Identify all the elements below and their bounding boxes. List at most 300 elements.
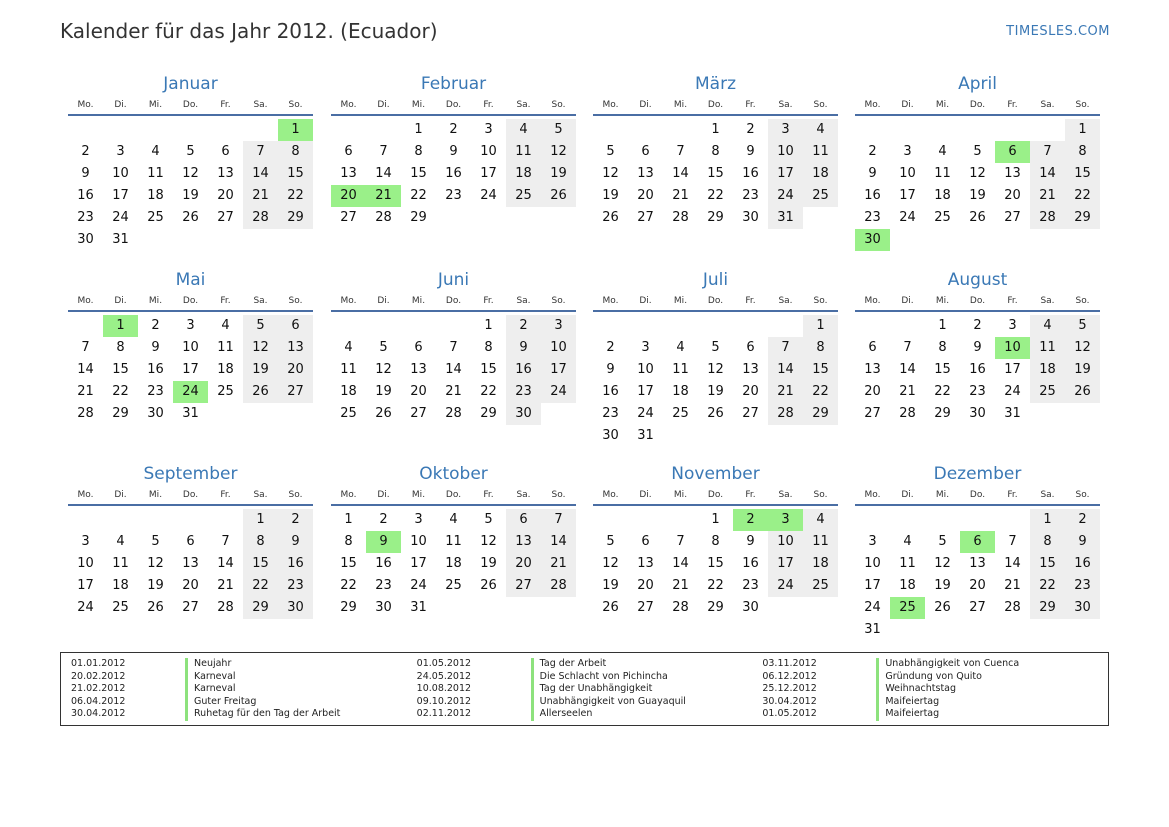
weekday-label: Di. [901, 490, 914, 500]
week-row [855, 207, 1100, 229]
empty-cell [243, 403, 278, 425]
weekday-label: So. [1075, 100, 1090, 110]
weekday-label: Mi. [673, 490, 688, 500]
day-cell: 13 [742, 362, 759, 377]
day-cell: 19 [480, 556, 497, 571]
week-row [68, 575, 313, 597]
legend-row [71, 696, 417, 709]
weekday-label: Fr. [220, 490, 231, 500]
day-cell: 5 [606, 534, 615, 549]
day-cell: 29 [112, 406, 129, 421]
day-cell: 5 [186, 144, 195, 159]
empty-cell [506, 597, 541, 619]
empty-cell [855, 509, 890, 531]
legend-date: 30.04.2012 [71, 708, 126, 719]
weekday-label: So. [288, 100, 303, 110]
week-row [68, 509, 313, 531]
empty-cell [960, 619, 995, 641]
empty-cell [1030, 403, 1065, 425]
day-cell: 11 [340, 362, 357, 377]
day-cell: 16 [602, 384, 619, 399]
week-row [331, 553, 576, 575]
day-cell: 29 [410, 210, 427, 225]
holiday-marker [876, 696, 879, 709]
week-row [593, 207, 838, 229]
day-cell: 22 [803, 381, 838, 403]
month-block [593, 73, 838, 229]
day-cell: 24 [768, 575, 803, 597]
day-cell: 9 [81, 166, 90, 181]
month-name: September [143, 464, 238, 484]
day-cell: 7 [81, 340, 90, 355]
day-cell: 18 [112, 578, 129, 593]
week-row [68, 315, 313, 337]
day-cell: 23 [77, 210, 94, 225]
day-cell: 9 [973, 340, 982, 355]
empty-cell [890, 119, 925, 141]
day-cell: 23 [742, 578, 759, 593]
day-cell: 24 [410, 578, 427, 593]
day-cell: 21 [899, 384, 916, 399]
legend-column [71, 658, 417, 725]
weekday-label: Mo. [340, 296, 357, 306]
day-cell: 25 [112, 600, 129, 615]
day-cell: 4 [676, 340, 685, 355]
day-cell: 19 [1065, 359, 1100, 381]
day-cell: 28 [217, 600, 234, 615]
weekday-label: Sa. [516, 296, 531, 306]
day-cell: 4 [803, 119, 838, 141]
holiday-marker [185, 658, 188, 671]
legend-row [762, 671, 1108, 684]
empty-cell [103, 119, 138, 141]
day-cell: 23 [445, 188, 462, 203]
empty-cell [541, 403, 576, 425]
day-cell: 13 [637, 166, 654, 181]
day-cell: 11 [672, 362, 689, 377]
empty-cell [208, 403, 243, 425]
week-row [855, 509, 1100, 531]
day-cell: 3 [186, 318, 195, 333]
day-cell: 6 [186, 534, 195, 549]
weekday-label: Mi. [148, 490, 163, 500]
weekday-header [331, 98, 576, 116]
day-cell: 2 [449, 122, 458, 137]
day-cell: 30 [855, 229, 890, 251]
day-cell: 5 [541, 119, 576, 141]
day-cell: 30 [506, 403, 541, 425]
day-cell: 20 [1004, 188, 1021, 203]
day-cell: 8 [243, 531, 278, 553]
legend-holiday-name: Maifeiertag [885, 695, 940, 707]
day-cell: 8 [711, 534, 720, 549]
week-row [855, 141, 1100, 163]
week-row [593, 531, 838, 553]
legend-holiday-name: Unabhängigkeit von Guayaquil [539, 695, 686, 707]
day-cell: 25 [672, 406, 689, 421]
day-cell: 2 [868, 144, 877, 159]
legend-date: 06.04.2012 [71, 695, 126, 707]
month-name: Mai [175, 270, 206, 290]
weekday-label: So. [288, 296, 303, 306]
day-cell: 17 [899, 188, 916, 203]
week-row [331, 597, 576, 619]
day-cell: 6 [278, 315, 313, 337]
weekday-label: Di. [639, 490, 652, 500]
day-cell: 25 [890, 597, 925, 619]
empty-cell [803, 425, 838, 447]
day-cell: 2 [379, 512, 388, 527]
week-row [593, 337, 838, 359]
day-cell: 12 [934, 556, 951, 571]
empty-cell [890, 509, 925, 531]
day-cell: 10 [112, 166, 129, 181]
day-cell: 22 [707, 578, 724, 593]
weekday-label: Sa. [1040, 296, 1055, 306]
legend-row [762, 683, 1108, 696]
day-cell: 1 [344, 512, 353, 527]
day-cell: 4 [449, 512, 458, 527]
day-cell: 6 [960, 531, 995, 553]
day-cell: 24 [541, 381, 576, 403]
week-row [331, 575, 576, 597]
day-cell: 3 [641, 340, 650, 355]
empty-cell [243, 229, 278, 251]
week-row [68, 207, 313, 229]
day-cell: 29 [707, 210, 724, 225]
legend-row [417, 658, 763, 671]
day-cell: 5 [973, 144, 982, 159]
day-cell: 5 [243, 315, 278, 337]
month-name: April [958, 74, 997, 94]
month-block [68, 73, 313, 251]
legend-row [762, 708, 1108, 721]
week-row [331, 337, 576, 359]
legend-holiday-name: Tag der Unabhängigkeit [539, 683, 653, 694]
weekday-label: Di. [114, 490, 127, 500]
empty-cell [663, 425, 698, 447]
weekday-label: Sa. [778, 100, 793, 110]
day-cell: 27 [410, 406, 427, 421]
day-cell: 15 [1030, 553, 1065, 575]
day-cell: 29 [340, 600, 357, 615]
day-cell: 27 [969, 600, 986, 615]
month-block [331, 73, 576, 229]
day-cell: 9 [746, 534, 755, 549]
weekday-label: So. [813, 296, 828, 306]
day-cell: 29 [707, 600, 724, 615]
day-cell: 25 [445, 578, 462, 593]
day-cell: 30 [375, 600, 392, 615]
day-cell: 23 [506, 381, 541, 403]
week-row [331, 207, 576, 229]
empty-cell [628, 119, 663, 141]
day-cell: 20 [637, 578, 654, 593]
legend-holiday-name: Unabhängigkeit von Cuenca [885, 658, 1020, 669]
day-cell: 28 [541, 575, 576, 597]
week-row [593, 403, 838, 425]
day-cell: 24 [77, 600, 94, 615]
legend-holiday-name: Maifeiertag [885, 708, 940, 719]
week-row [855, 597, 1100, 619]
day-cell: 1 [1030, 509, 1065, 531]
day-cell: 14 [672, 556, 689, 571]
week-row [331, 315, 576, 337]
weekday-header [855, 98, 1100, 116]
holiday-marker [876, 708, 879, 721]
weekday-label: So. [813, 490, 828, 500]
day-cell: 12 [480, 534, 497, 549]
day-cell: 1 [414, 122, 423, 137]
day-cell: 20 [331, 185, 366, 207]
day-cell: 3 [1008, 318, 1017, 333]
legend-holiday-name: Allerseelen [539, 708, 593, 719]
day-cell: 7 [1008, 534, 1017, 549]
day-cell: 29 [934, 406, 951, 421]
month-block [68, 463, 313, 619]
day-cell: 28 [445, 406, 462, 421]
day-cell: 17 [480, 166, 497, 181]
day-cell: 25 [340, 406, 357, 421]
empty-cell [1065, 403, 1100, 425]
day-cell: 17 [182, 362, 199, 377]
empty-cell [628, 315, 663, 337]
weekday-label: Mo. [602, 296, 619, 306]
day-cell: 8 [803, 337, 838, 359]
empty-cell [138, 119, 173, 141]
day-cell: 15 [340, 556, 357, 571]
weekday-label: Do. [707, 100, 724, 110]
empty-cell [593, 509, 628, 531]
day-cell: 23 [1065, 575, 1100, 597]
day-cell: 22 [340, 578, 357, 593]
week-row [68, 597, 313, 619]
day-cell: 2 [606, 340, 615, 355]
weekday-label: Mo. [77, 100, 94, 110]
day-cell: 26 [375, 406, 392, 421]
day-cell: 16 [147, 362, 164, 377]
day-cell: 17 [637, 384, 654, 399]
day-cell: 13 [217, 166, 234, 181]
day-cell: 3 [768, 119, 803, 141]
day-cell: 20 [864, 384, 881, 399]
empty-cell [593, 315, 628, 337]
day-cell: 16 [1065, 553, 1100, 575]
day-cell: 28 [768, 403, 803, 425]
day-cell: 2 [746, 122, 755, 137]
week-row [593, 141, 838, 163]
day-cell: 12 [182, 166, 199, 181]
weekday-label: Di. [114, 296, 127, 306]
weekday-label: Di. [114, 100, 127, 110]
day-cell: 31 [864, 622, 881, 637]
empty-cell [925, 509, 960, 531]
weekday-header [593, 488, 838, 506]
day-cell: 8 [484, 340, 493, 355]
day-cell: 24 [480, 188, 497, 203]
day-cell: 5 [379, 340, 388, 355]
day-cell: 5 [938, 534, 947, 549]
week-row [855, 163, 1100, 185]
day-cell: 29 [1065, 207, 1100, 229]
day-cell: 24 [899, 210, 916, 225]
week-row [331, 119, 576, 141]
day-cell: 23 [147, 384, 164, 399]
day-cell: 30 [742, 600, 759, 615]
empty-cell [506, 207, 541, 229]
weekday-label: Fr. [483, 100, 494, 110]
day-cell: 15 [410, 166, 427, 181]
week-row [593, 425, 838, 447]
empty-cell [960, 229, 995, 251]
day-cell: 4 [1030, 315, 1065, 337]
day-cell: 25 [506, 185, 541, 207]
empty-cell [1030, 619, 1065, 641]
empty-cell [541, 207, 576, 229]
day-cell: 4 [221, 318, 230, 333]
day-cell: 9 [506, 337, 541, 359]
day-cell: 7 [449, 340, 458, 355]
day-cell: 14 [899, 362, 916, 377]
day-cell: 11 [934, 166, 951, 181]
month-name: August [947, 270, 1008, 290]
week-row [855, 531, 1100, 553]
day-cell: 11 [899, 556, 916, 571]
legend-row [762, 658, 1108, 671]
day-cell: 18 [506, 163, 541, 185]
month-block [331, 463, 576, 619]
legend-row [71, 683, 417, 696]
day-cell: 6 [641, 144, 650, 159]
day-cell: 2 [278, 509, 313, 531]
day-cell: 31 [1004, 406, 1021, 421]
empty-cell [103, 509, 138, 531]
day-cell: 12 [969, 166, 986, 181]
weekday-label: Sa. [253, 490, 268, 500]
day-cell: 18 [217, 362, 234, 377]
empty-cell [663, 315, 698, 337]
day-cell: 10 [899, 166, 916, 181]
day-cell: 7 [541, 509, 576, 531]
day-cell: 22 [1030, 575, 1065, 597]
weekday-label: Mi. [148, 296, 163, 306]
legend-date: 10.08.2012 [416, 683, 472, 694]
weekday-label: Di. [639, 296, 652, 306]
month-block [593, 269, 838, 447]
day-cell: 12 [541, 141, 576, 163]
legend-column [417, 658, 763, 725]
day-cell: 11 [803, 141, 838, 163]
day-cell: 8 [344, 534, 353, 549]
day-cell: 18 [803, 553, 838, 575]
legend-row [762, 696, 1108, 709]
legend-date: 01.01.2012 [71, 658, 126, 669]
legend-row [417, 696, 763, 709]
weekday-label: Sa. [516, 100, 531, 110]
day-cell: 11 [217, 340, 234, 355]
legend-holiday-name: Die Schlacht von Pichincha [539, 670, 668, 682]
day-cell: 30 [77, 232, 94, 247]
day-cell: 27 [506, 575, 541, 597]
day-cell: 13 [506, 531, 541, 553]
day-cell: 27 [864, 406, 881, 421]
day-cell: 29 [803, 403, 838, 425]
legend-holiday-name: Gründung von Quito [885, 670, 982, 682]
day-cell: 26 [602, 210, 619, 225]
day-cell: 10 [637, 362, 654, 377]
weekday-label: Sa. [253, 100, 268, 110]
day-cell: 22 [934, 384, 951, 399]
weekday-label: Fr. [483, 296, 494, 306]
day-cell: 16 [742, 166, 759, 181]
legend-row [71, 671, 417, 684]
legend-date: 21.02.2012 [71, 683, 126, 694]
weekday-label: Mo. [864, 100, 881, 110]
empty-cell [331, 119, 366, 141]
brand-link[interactable]: TIMESLES.COM [1006, 24, 1110, 39]
weekday-label: Mi. [935, 100, 950, 110]
weekday-label: Mi. [673, 296, 688, 306]
empty-cell [733, 315, 768, 337]
week-row [68, 403, 313, 425]
day-cell: 24 [637, 406, 654, 421]
day-cell: 7 [1030, 141, 1065, 163]
day-cell: 27 [278, 381, 313, 403]
day-cell: 22 [278, 185, 313, 207]
day-cell: 11 [445, 534, 462, 549]
day-cell: 22 [480, 384, 497, 399]
day-cell: 8 [278, 141, 313, 163]
empty-cell [138, 509, 173, 531]
empty-cell [960, 509, 995, 531]
day-cell: 30 [602, 428, 619, 443]
day-cell: 9 [366, 531, 401, 553]
empty-cell [366, 315, 401, 337]
day-cell: 21 [1030, 185, 1065, 207]
empty-cell [995, 509, 1030, 531]
day-cell: 19 [541, 163, 576, 185]
weekday-header [68, 294, 313, 312]
day-cell: 23 [278, 575, 313, 597]
day-cell: 15 [707, 556, 724, 571]
month-name: Februar [420, 74, 487, 94]
day-cell: 3 [768, 509, 803, 531]
day-cell: 17 [768, 553, 803, 575]
day-cell: 14 [541, 531, 576, 553]
day-cell: 15 [243, 553, 278, 575]
day-cell: 2 [1065, 509, 1100, 531]
legend-date: 30.04.2012 [762, 695, 817, 707]
day-cell: 22 [1065, 185, 1100, 207]
empty-cell [1065, 229, 1100, 251]
empty-cell [960, 119, 995, 141]
day-cell: 25 [217, 384, 234, 399]
week-row [593, 163, 838, 185]
empty-cell [925, 229, 960, 251]
day-cell: 18 [672, 384, 689, 399]
empty-cell [208, 509, 243, 531]
day-cell: 1 [103, 315, 138, 337]
day-cell: 19 [602, 188, 619, 203]
month-name: Januar [163, 74, 218, 94]
weekday-label: Do. [182, 296, 199, 306]
day-cell: 24 [768, 185, 803, 207]
weekday-label: Do. [445, 100, 462, 110]
holiday-marker [531, 683, 534, 696]
day-cell: 6 [344, 144, 353, 159]
legend-date: 20.02.2012 [71, 670, 126, 682]
empty-cell [1030, 229, 1065, 251]
